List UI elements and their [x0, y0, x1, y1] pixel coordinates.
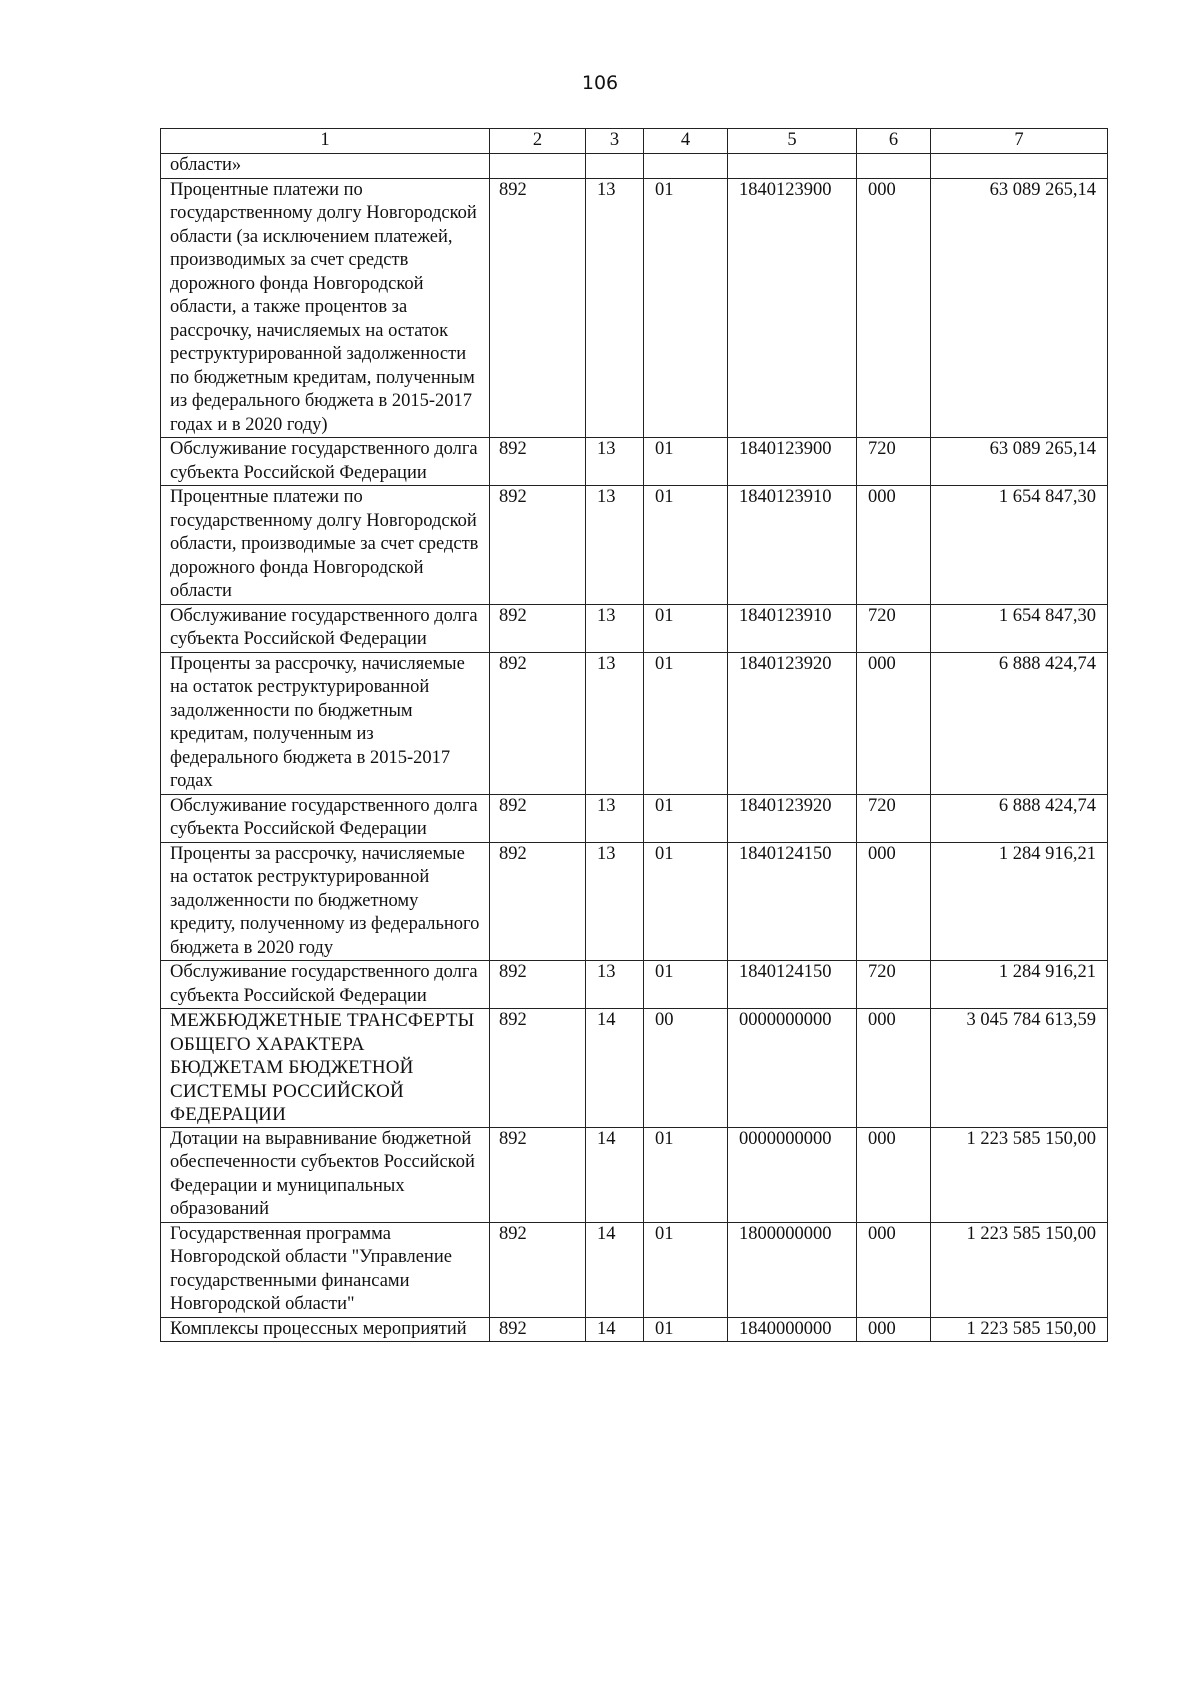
budget-table: [160, 128, 1108, 1342]
section-code: 13: [586, 604, 644, 652]
ministry-code: 892: [490, 1009, 586, 1128]
ministry-code: 892: [490, 604, 586, 652]
section-code: 13: [586, 794, 644, 842]
amount: 3 045 784 613,59: [931, 1009, 1108, 1128]
target-article-code: 1800000000: [728, 1222, 857, 1317]
section-code: 14: [586, 1222, 644, 1317]
item-name: Проценты за рассрочку, начисляемые на остаток реструктурированной задолженности по бюджетным кредитам, полученным из федерального бюджета в 2015-2017 годах: [161, 652, 490, 794]
ministry-code: 892: [490, 842, 586, 961]
target-article-code: [728, 154, 857, 179]
amount: 1 284 916,21: [931, 961, 1108, 1009]
subsection-code: 01: [644, 794, 728, 842]
section-code: 13: [586, 842, 644, 961]
target-article-code: 1840123910: [728, 604, 857, 652]
ministry-code: 892: [490, 961, 586, 1009]
item-name: Обслуживание государственного долга субъекта Российской Федерации: [161, 961, 490, 1009]
expense-type-code: 000: [857, 178, 931, 438]
header-cell: 6: [857, 129, 931, 154]
item-name: Государственная программа Новгородской области "Управление государственными финансами Новгородской области": [161, 1222, 490, 1317]
ministry-code: 892: [490, 652, 586, 794]
item-name: Обслуживание государственного долга субъекта Российской Федерации: [161, 438, 490, 486]
header-cell: 1: [161, 129, 490, 154]
section-code: 14: [586, 1127, 644, 1222]
header-row: [161, 129, 1108, 154]
expense-type-code: 720: [857, 961, 931, 1009]
table-row: [161, 604, 1108, 652]
target-article-code: 1840123900: [728, 438, 857, 486]
ministry-code: [490, 154, 586, 179]
amount: 1 284 916,21: [931, 842, 1108, 961]
amount: 1 223 585 150,00: [931, 1127, 1108, 1222]
subsection-code: 01: [644, 1127, 728, 1222]
ministry-code: 892: [490, 1222, 586, 1317]
header-cell: 4: [644, 129, 728, 154]
item-name: Проценты за рассрочку, начисляемые на остаток реструктурированной задолженности по бюджетному кредиту, полученному из федерального бюджета в 2020 году: [161, 842, 490, 961]
item-name: Обслуживание государственного долга субъекта Российской Федерации: [161, 794, 490, 842]
subsection-code: 01: [644, 842, 728, 961]
expense-type-code: 000: [857, 1222, 931, 1317]
item-name: Обслуживание государственного долга субъекта Российской Федерации: [161, 604, 490, 652]
item-name: Дотации на выравнивание бюджетной обеспеченности субъектов Российской Федерации и муниципальных образований: [161, 1127, 490, 1222]
expense-type-code: 720: [857, 438, 931, 486]
subsection-code: 01: [644, 652, 728, 794]
amount: 1 654 847,30: [931, 486, 1108, 605]
subsection-code: 01: [644, 1222, 728, 1317]
expense-type-code: 000: [857, 1009, 931, 1128]
page-number: 106: [581, 72, 619, 94]
header-cell: 5: [728, 129, 857, 154]
section-code: 13: [586, 178, 644, 438]
header-cell: 2: [490, 129, 586, 154]
item-name: Процентные платежи по государственному долгу Новгородской области, производимые за счет средств дорожного фонда Новгородской области: [161, 486, 490, 605]
section-code: [586, 154, 644, 179]
amount: 63 089 265,14: [931, 178, 1108, 438]
expense-type-code: 000: [857, 652, 931, 794]
ministry-code: 892: [490, 438, 586, 486]
subsection-code: 01: [644, 178, 728, 438]
table-row: [161, 178, 1108, 438]
section-code: 14: [586, 1317, 644, 1342]
table-row: [161, 1127, 1108, 1222]
ministry-code: 892: [490, 486, 586, 605]
section-code: 13: [586, 438, 644, 486]
section-code: 13: [586, 652, 644, 794]
table-row: [161, 1317, 1108, 1342]
section-code: 13: [586, 486, 644, 605]
amount: 6 888 424,74: [931, 794, 1108, 842]
subsection-code: 01: [644, 1317, 728, 1342]
target-article-code: 0000000000: [728, 1009, 857, 1128]
subsection-code: 00: [644, 1009, 728, 1128]
subsection-code: 01: [644, 438, 728, 486]
expense-type-code: 000: [857, 1127, 931, 1222]
section-code: 13: [586, 961, 644, 1009]
amount: 6 888 424,74: [931, 652, 1108, 794]
ministry-code: 892: [490, 1317, 586, 1342]
table-row: [161, 794, 1108, 842]
target-article-code: 0000000000: [728, 1127, 857, 1222]
expense-type-code: 000: [857, 486, 931, 605]
table-row: [161, 1222, 1108, 1317]
section-code: 14: [586, 1009, 644, 1128]
amount: 63 089 265,14: [931, 438, 1108, 486]
header-cell: 7: [931, 129, 1108, 154]
amount: 1 223 585 150,00: [931, 1317, 1108, 1342]
item-name: Процентные платежи по государственному долгу Новгородской области (за исключением платежей, производимых за счет средств дорожного фонда Новгородской области, а также процентов за рассрочку, начисляемых на остаток реструктурированной задолженности по бюджетным кредитам, полученным из федерального бюджета в 2015-2017 годах и в 2020 году): [161, 178, 490, 438]
table-row: [161, 1009, 1108, 1128]
subsection-code: 01: [644, 961, 728, 1009]
target-article-code: 1840124150: [728, 961, 857, 1009]
ministry-code: 892: [490, 794, 586, 842]
target-article-code: 1840123920: [728, 794, 857, 842]
subsection-code: [644, 154, 728, 179]
ministry-code: 892: [490, 1127, 586, 1222]
subsection-code: 01: [644, 486, 728, 605]
subsection-code: 01: [644, 604, 728, 652]
table-row: [161, 842, 1108, 961]
table-row: [161, 652, 1108, 794]
table-row: [161, 154, 1108, 179]
header-cell: 3: [586, 129, 644, 154]
expense-type-code: 720: [857, 604, 931, 652]
expense-type-code: 000: [857, 1317, 931, 1342]
table-row: [161, 961, 1108, 1009]
expense-type-code: 720: [857, 794, 931, 842]
expense-type-code: [857, 154, 931, 179]
table-row: [161, 438, 1108, 486]
item-name: области»: [161, 154, 490, 179]
amount: 1 654 847,30: [931, 604, 1108, 652]
target-article-code: 1840123910: [728, 486, 857, 605]
expense-type-code: 000: [857, 842, 931, 961]
target-article-code: 1840124150: [728, 842, 857, 961]
ministry-code: 892: [490, 178, 586, 438]
target-article-code: 1840000000: [728, 1317, 857, 1342]
amount: 1 223 585 150,00: [931, 1222, 1108, 1317]
item-name: МЕЖБЮДЖЕТНЫЕ ТРАНСФЕРТЫ ОБЩЕГО ХАРАКТЕРА БЮДЖЕТАМ БЮДЖЕТНОЙ СИСТЕМЫ РОССИЙСКОЙ ФЕДЕРАЦИИ: [161, 1009, 490, 1128]
item-name: Комплексы процессных мероприятий: [161, 1317, 490, 1342]
amount: [931, 154, 1108, 179]
target-article-code: 1840123900: [728, 178, 857, 438]
target-article-code: 1840123920: [728, 652, 857, 794]
table-row: [161, 486, 1108, 605]
